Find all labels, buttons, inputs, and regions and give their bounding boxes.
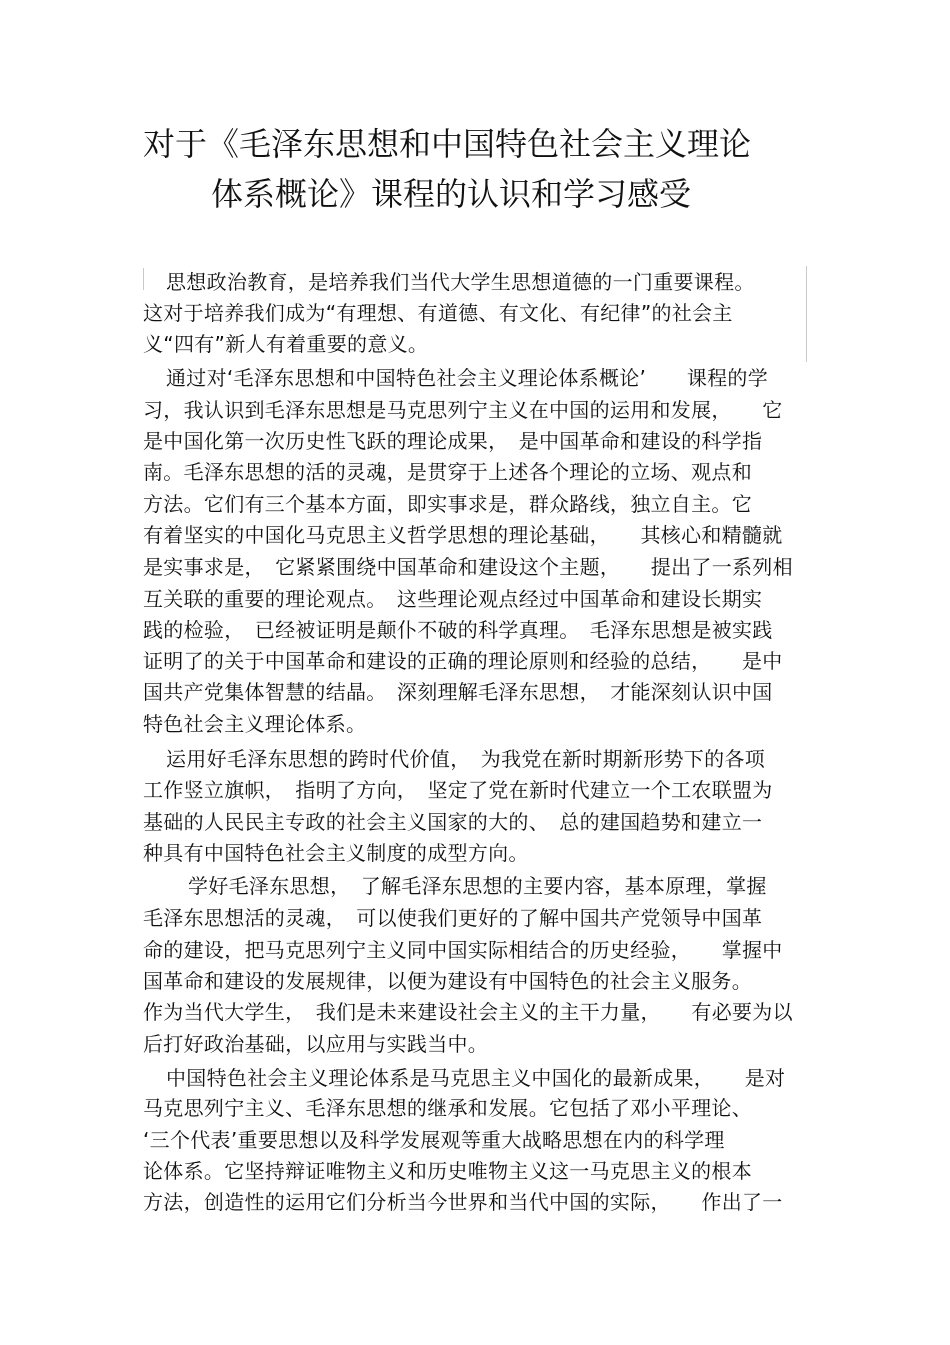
text-line: ‘三个代表’重要思想以及科学发展观等重大战略思想在内的科学理 [143,1128,725,1152]
text-line: 马克思列宁主义、毛泽东思想的继承和发展。它包括了邓小平理论、 [143,1096,752,1120]
text-line: 有着坚实的中国化马克思主义哲学思想的理论基础， 其核心和精髓就 [143,523,783,547]
text-line: 论体系。它坚持辩证唯物主义和历史唯物主义这一马克思主义的根本 [143,1159,752,1183]
text-line: 命的建设，把马克思列宁主义同中国实际相结合的历史经验， 掌握中 [143,938,783,962]
document-title-line-2: 体系概论》课程的认识和学习感受 [211,175,692,213]
text-line: 中国特色社会主义理论体系是马克思主义中国化的最新成果， 是对 [166,1066,786,1090]
margin-rule-left [143,268,144,290]
text-line: 是实事求是， 它紧紧围绕中国革命和建设这个主题， 提出了一系列相 [143,555,793,579]
text-line: 方法，创造性的运用它们分析当今世界和当代中国的实际， 作出了一 [143,1190,783,1214]
text-line: 方法。它们有三个基本方面，即实事求是，群众路线，独立自主。它 [143,492,752,516]
text-line: 种具有中国特色社会主义制度的成型方向。 [143,841,529,865]
text-line: 义“四有”新人有着重要的意义。 [143,332,429,356]
text-line: 国共产党集体智慧的结晶。 深刻理解毛泽东思想， 才能深刻认识中国 [143,680,773,704]
text-line: 这对于培养我们成为“有理想、有道德、有文化、有纪律”的社会主 [143,301,733,325]
text-line: 思想政治教育，是培养我们当代大学生思想道德的一门重要课程。 [166,270,755,294]
text-line: 基础的人民民主专政的社会主义国家的大的、 总的建国趋势和建立一 [143,810,763,834]
text-line: 作为当代大学生， 我们是未来建设社会主义的主干力量， 有必要为以 [143,1000,793,1024]
margin-rule-right [806,266,807,362]
text-line: 特色社会主义理论体系。 [143,712,367,736]
text-line: 通过对‘毛泽东思想和中国特色社会主义理论体系概论’ 课程的学 [166,366,769,390]
text-line: 学好毛泽东思想， 了解毛泽东思想的主要内容，基本原理，掌握 [188,874,767,898]
text-line: 习，我认识到毛泽东思想是马克思列宁主义在中国的运用和发展， 它 [143,398,783,422]
text-line: 南。毛泽东思想的活的灵魂，是贯穿于上述各个理论的立场、观点和 [143,460,752,484]
text-line: 国革命和建设的发展规律，以便为建设有中国特色的社会主义服务。 [143,969,752,993]
text-line: 运用好毛泽东思想的跨时代价值， 为我党在新时期新形势下的各项 [166,747,765,771]
text-line: 是中国化第一次历史性飞跃的理论成果， 是中国革命和建设的科学指 [143,429,763,453]
text-line: 践的检验， 已经被证明是颠仆不破的科学真理。 毛泽东思想是被实践 [143,618,773,642]
document-title-line-1: 对于《毛泽东思想和中国特色社会主义理论 [143,125,752,163]
text-line: 互关联的重要的理论观点。 这些理论观点经过中国革命和建设长期实 [143,587,763,611]
text-line: 证明了的关于中国革命和建设的正确的理论原则和经验的总结， 是中 [143,649,783,673]
text-line: 毛泽东思想活的灵魂， 可以使我们更好的了解中国共产党领导中国革 [143,906,763,930]
text-line: 后打好政治基础，以应用与实践当中。 [143,1032,489,1056]
text-line: 工作竖立旗帜， 指明了方向， 坚定了党在新时代建立一个工农联盟为 [143,778,773,802]
